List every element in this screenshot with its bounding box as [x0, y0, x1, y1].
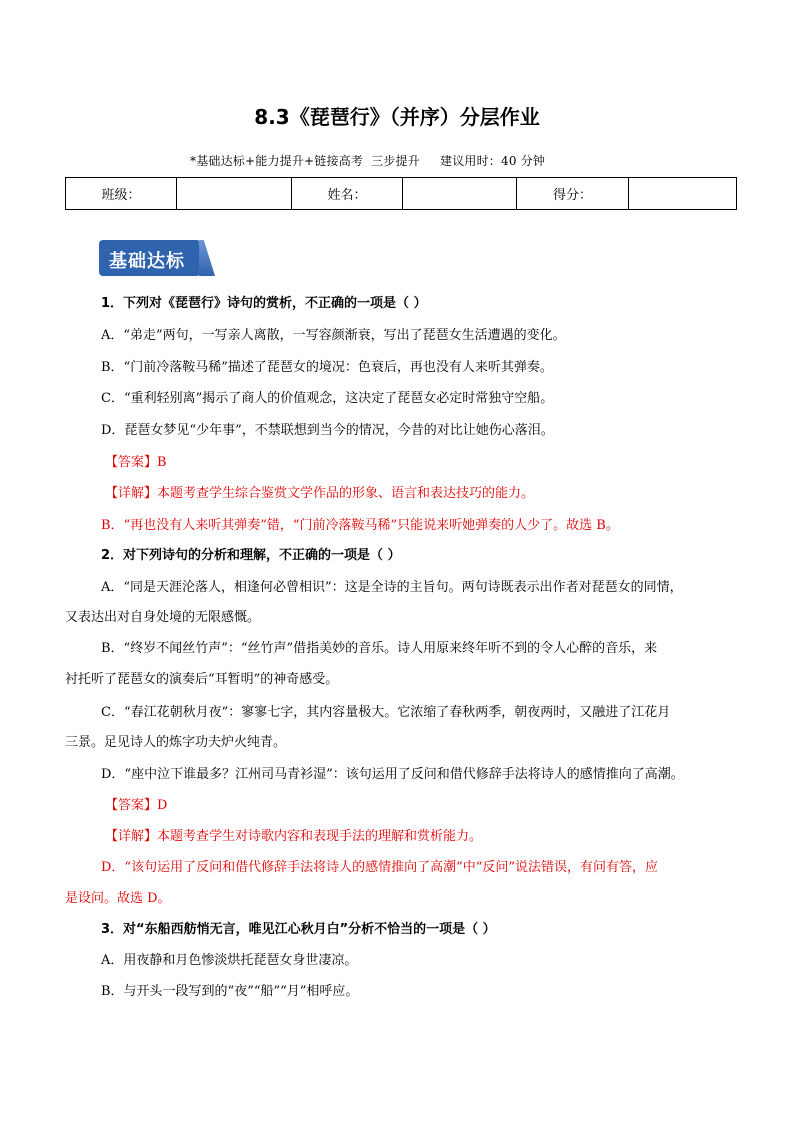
answer-1: 【答案】B: [105, 455, 167, 470]
info-table: [65, 177, 737, 210]
explanation-2: 【详解】本题考查学生对诗歌内容和表现手法的理解和赏析能力。: [105, 829, 483, 844]
question-2: 2．对下列诗句的分析和理解，不正确的一项是（ ）: [101, 548, 401, 563]
option-2b: B．“终岁不闻丝竹声”：“丝竹声”借指美妙的音乐。诗人用原来终年听不到的令人心醉的音乐，来: [101, 641, 658, 656]
name-label: 姓名：: [292, 178, 403, 210]
explanation-2-detail: D．“该句运用了反问和借代修辞手法将诗人的感情推向了高潮”中“反问”说法错误，有问有答，应: [101, 860, 659, 875]
question-1: 1．下列对《琵琶行》诗句的赏析，不正确的一项是（ ）: [101, 296, 427, 311]
page-title: 8.3《琵琶行》（并序）分层作业: [254, 105, 540, 129]
class-label: 班级：: [66, 178, 177, 210]
option-3b: B．与开头一段写到的“夜”“船”“月”相呼应。: [101, 984, 359, 999]
score-label: 得分：: [517, 178, 629, 210]
option-1d: D．琵琶女梦见“少年事”，不禁联想到当今的情况，今昔的对比让她伤心落泪。: [101, 423, 554, 438]
option-2d: D．“座中泣下谁最多？江州司马青衫湿”：该句运用了反问和借代修辞手法将诗人的感情推向了高潮。: [101, 767, 684, 782]
score-field[interactable]: [629, 178, 737, 210]
option-1c: C．“重利轻别离”揭示了商人的价值观念，这决定了琵琶女必定时常独守空船。: [101, 391, 554, 406]
section-badge-label: 基础达标: [109, 251, 185, 272]
option-1a: A．“弟走”两句，一写亲人离散，一写容颜渐衰，写出了琵琶女生活遭遇的变化。: [101, 328, 566, 343]
section-badge: [99, 240, 199, 276]
option-2c-cont: 三景。足见诗人的炼字功夫炉火纯青。: [65, 735, 287, 750]
explanation-1-detail: B．“再也没有人来听其弹奏”错，“门前冷落鞍马稀”只能说来听她弹奏的人少了。故选 B。: [101, 518, 619, 533]
option-1b: B．“门前冷落鞍马稀”描述了琵琶女的境况：色衰后，再也没有人来听其弹奏。: [101, 360, 553, 375]
option-2a-cont: 又表达出对自身处境的无限感慨。: [65, 610, 261, 625]
option-2c: C．“春江花朝秋月夜”：寥寥七字，其内容量极大。它浓缩了春秋两季，朝夜两时，又融进了江花月: [101, 705, 671, 720]
class-field[interactable]: [177, 178, 292, 210]
option-3a: A．用夜静和月色惨淡烘托琵琶女身世凄凉。: [101, 953, 358, 968]
option-2b-cont: 衬托听了琵琶女的演奏后“耳暂明”的神奇感受。: [65, 672, 339, 687]
answer-2: 【答案】D: [105, 798, 168, 813]
option-2a: A．“同是天涯沦落人，相逢何必曾相识”：这是全诗的主旨句。两句诗既表示出作者对琵琶女的同情，: [101, 580, 683, 595]
name-field[interactable]: [403, 178, 517, 210]
explanation-1: 【详解】本题考查学生综合鉴赏文学作品的形象、语言和表达技巧的能力。: [105, 486, 535, 501]
explanation-2-detail-cont: 是设问。故选 D。: [65, 891, 171, 906]
subtitle: *基础达标+能力提升+链接高考 三步提升 建议用时：40 分钟: [190, 154, 546, 168]
question-3: 3．对“东船西舫悄无言，唯见江心秋月白”分析不恰当的一项是（ ）: [101, 922, 496, 937]
